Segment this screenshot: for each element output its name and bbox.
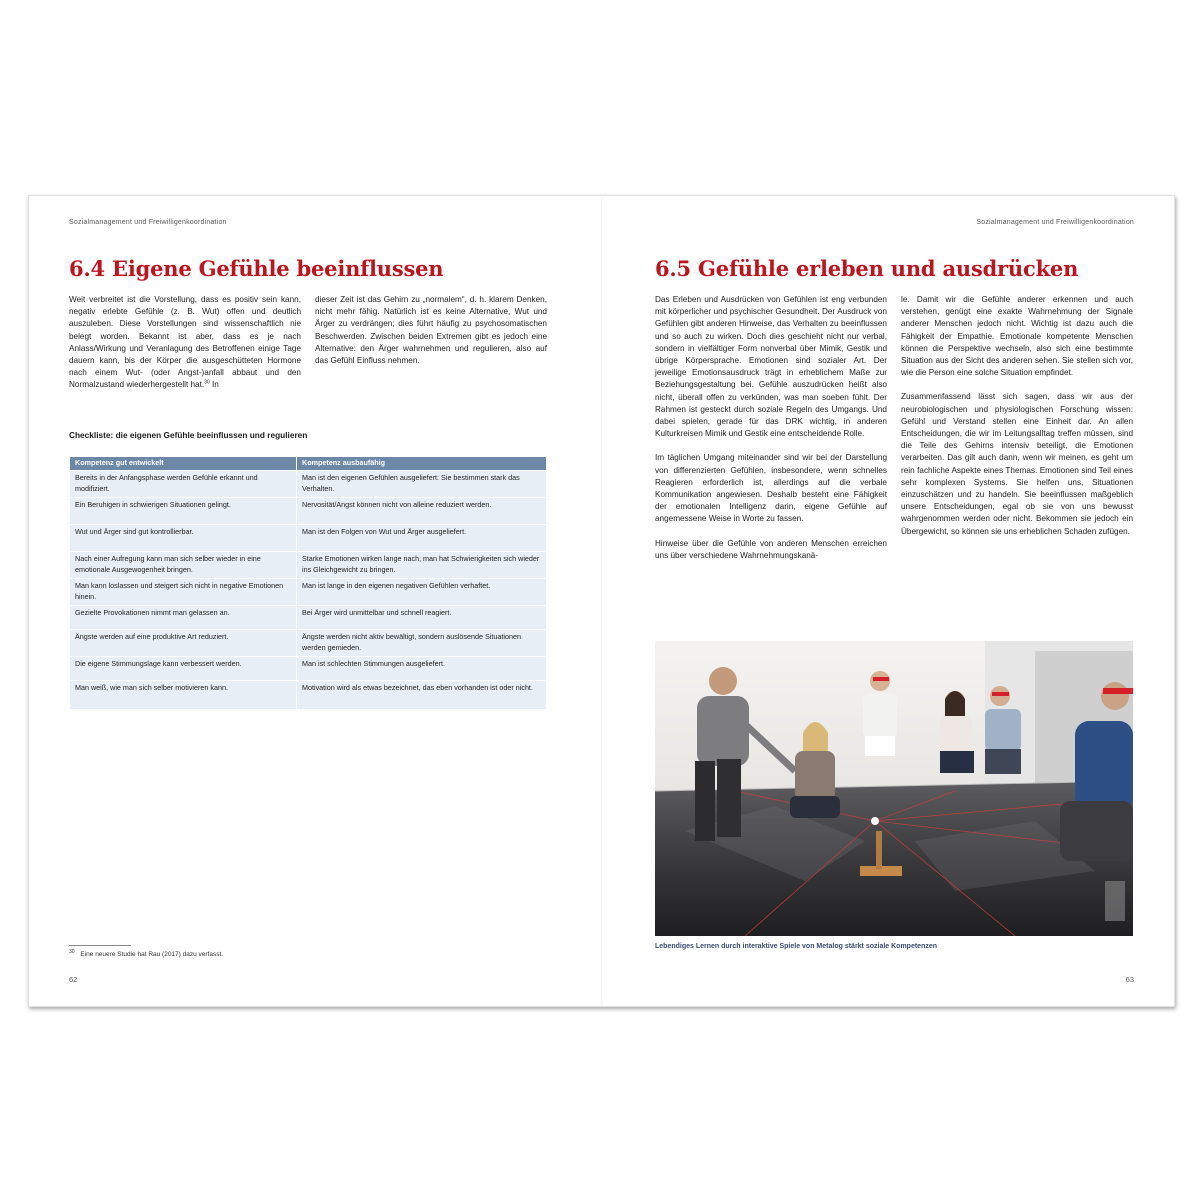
table-row: [70, 552, 547, 579]
workshop-photo: [655, 641, 1133, 936]
table-header-cell: Kompetenz ausbaufähig: [297, 457, 547, 471]
table-cell: Wut und Ärger sind gut kontrollierbar.: [70, 525, 297, 552]
workshop-photo-illustration: [655, 641, 1133, 936]
table-row: [70, 681, 547, 710]
photo-caption: Lebendiges Lernen durch interaktive Spiele von Metalog stärkt soziale Kompetenzen: [655, 943, 938, 950]
table-cell: Die eigene Stimmungslage kann verbessert werden.: [70, 657, 297, 681]
checklist-table: [69, 456, 547, 710]
right-col1-paragraph: Im täglichen Umgang miteinander sind wir bei der Darstellung von differenzierten Gefühlen, insbesondere, wenn schnelles Reagieren erforderlich ist, allerdings auf die verbale Kommunikation angewiesen. Deshalb besteht eine Fähigkeit der emotionalen Intelligenz darin, eigene Gefühle auf angemessene Weise in Worte zu fassen.: [655, 453, 887, 524]
table-row: [70, 471, 547, 498]
right-col2-paragraph: Zusammenfassend lässt sich sagen, dass wir aus der neurobiologischen und physiologischen Forschung wissen: Gefühl und Verstand stellen eine Einheit dar. An allen Entscheidungen, die wir im Leitungsalltag treffen müssen, sind die Teile des Gehirns intensiv beteiligt, die Emotionen verarbeiten. Das gilt auch dann, wenn wir meinen, es geht um rein fachliche Aspekte eines Themas. Emotionen sind Teil eines sehr komplexen Systems. Sie helfen uns, Situationen einzuschätzen und zu handeln. Sie beeinflussen maßgeblich unsere Entscheidungen, egal ob sie von uns bewusst wahrgenommen werden oder nicht. Bekommen sie jedoch ein Übergewicht, so können sie uns erheblichen Schaden zufügen.: [901, 392, 1133, 536]
left-col1-text: Weit verbreitet ist die Vorstellung, dass es positiv sein kann, negativ erlebte Gefühle (z. B. Wut) offen und deutlich auszuleben. Diese Vorstellungen sind wissenschaftlich nie belegt worden. Bekannt ist aber, dass es je nach Anlass/Wirkung und Veranlagung des Betroffenen einige Tage dauern kann, bis der Körper die ausgeschütteten Hormone nach einem Wut- (oder Angst-)anfall abbaut und den Normalzustand wiederhergestellt hat.: [69, 295, 301, 390]
table-cell: Bereits in der Anfangsphase werden Gefühle erkannt und modifiziert.: [70, 471, 297, 498]
book-spread: [28, 195, 1175, 1007]
table-cell: Motivation wird als etwas bezeichnet, das eben vorhanden ist oder nicht.: [297, 681, 547, 710]
footnote-text: Eine neuere Studie hat Rau (2017) dazu verfasst.: [80, 951, 224, 958]
right-col2-paragraph: le. Damit wir die Gefühle anderer erkennen und auch verstehen, genügt eine exakte Wahrnehmung der Signale anderer Menschen jedoch nicht. Wichtig ist dazu auch die Fähigkeit der Empathie. Emotionale kompetente Menschen können die Perspektive wechseln, also sich eine bestimmte Situation aus der Sicht des anderen sehen. Sie stellen sich vor, wie die Person eine solche Situation empfindet.: [901, 295, 1133, 378]
left-col2-text: dieser Zeit ist das Gehirn zu „normalem“, d. h. klarem Denken, nicht mehr fähig. Natürlich ist es keine Alternative, Wut und Ärger zu verdrängen; dies führt häufig zu psychosomatischen Beschwerden. Zwischen beiden Extremen gibt es jedoch eine Alternative: den Ärger wahrnehmen und regulieren, also auf das Gefühl Einfluss nehmen.: [315, 295, 547, 366]
table-row: [70, 630, 547, 657]
table-cell: Man ist schlechten Stimmungen ausgeliefert.: [297, 657, 547, 681]
table-cell: Man kann loslassen und steigert sich nicht in negative Emotionen hinein.: [70, 579, 297, 606]
table-cell: Starke Emotionen wirken lange nach, man hat Schwierigkeiten sich wieder ins Gleichgewicht zu bringen.: [297, 552, 547, 579]
footnote-number: 30: [69, 948, 75, 955]
table-cell: Man ist den Folgen von Wut und Ärger ausgeliefert.: [297, 525, 547, 552]
page-gutter: [601, 196, 603, 1006]
right-col1-paragraph: Hinweise über die Gefühle von anderen Menschen erreichen uns über verschiedene Wahrnehmungskanä-: [655, 538, 887, 560]
table-cell: Ängste werden nicht aktiv bewältigt, sondern auslösende Situationen werden gemieden.: [297, 630, 547, 657]
table-cell: Gezielte Provokationen nimmt man gelassen an.: [70, 606, 297, 630]
table-row: [70, 579, 547, 606]
footnote-ref: 30: [204, 379, 210, 386]
table-row: [70, 657, 547, 681]
table-cell: Ängste werden auf eine produktive Art reduziert.: [70, 630, 297, 657]
table-row: [70, 606, 547, 630]
right-text-column-2: [901, 294, 1133, 538]
table-cell: Man ist den eigenen Gefühlen ausgeliefert: Sie bestimmen stark das Verhalten.: [297, 471, 547, 498]
footnote-rule: [69, 945, 131, 946]
table-cell: Ein Beruhigen in schwierigen Situationen gelingt.: [70, 498, 297, 525]
section-heading-6-5: 6.5 Gefühle erleben und ausdrücken: [655, 256, 1079, 281]
table-cell: Man weiß, wie man sich selber motivieren kann.: [70, 681, 297, 710]
section-heading-6-4: 6.4 Eigene Gefühle beeinflussen: [69, 256, 444, 281]
left-text-column-2: [315, 294, 547, 367]
table-row: [70, 525, 547, 552]
running-header-left: Sozialmanagement und Freiwilligenkoordination: [69, 219, 227, 226]
left-text-column-1: [69, 294, 301, 392]
page-number-left: 62: [69, 975, 78, 984]
page-number-right: 63: [1125, 975, 1134, 984]
table-cell: Man ist lange in den eigenen negativen Gefühlen verhaftet.: [297, 579, 547, 606]
footnote: [69, 948, 224, 958]
right-text-column-1: [655, 294, 887, 562]
left-col1-end: In: [209, 380, 219, 390]
right-col1-paragraph: Das Erleben und Ausdrücken von Gefühlen ist eng verbunden mit körperlicher und psychischer Gesundheit. Der Ausdruck von Gefühlen gibt anderen Hinweise, das Verhalten zu beeinflussen und so auch zu wirken. Doch dies geschieht nicht nur verbal, sondern in vielfältiger Form nonverbal über Mimik, Gestik und übrige Körpersprache. Emotionen sind sozialer Art. Der jeweilige Emotionsausdruck trägt in erheblichem Maße zur Beziehungsgestaltung bei. Gefühle auszudrücken heißt also nicht, überall offen zu verkünden, was man soeben fühlt. Der Rahmen ist gesteckt durch soziale Regeln des Umgangs. Und dabei spielen, gerade für das DRK wichtig, in anderen Kulturkreisen Mimik und Gestik eine entscheidende Rolle.: [655, 295, 887, 439]
table-row: [70, 498, 547, 525]
table-cell: Bei Ärger wird unmittelbar und schnell reagiert.: [297, 606, 547, 630]
running-header-right: Sozialmanagement und Freiwilligenkoordination: [976, 219, 1134, 226]
table-header-cell: Kompetenz gut entwickelt: [70, 457, 297, 471]
table-cell: Nervosität/Angst können nicht von alleine reduziert werden.: [297, 498, 547, 525]
table-cell: Nach einer Aufregung kann man sich selber wieder in eine emotionale Ausgewogenheit bringen.: [70, 552, 297, 579]
table-header-row: [70, 457, 547, 471]
checklist-title: Checkliste: die eigenen Gefühle beeinflussen und regulieren: [69, 430, 308, 440]
